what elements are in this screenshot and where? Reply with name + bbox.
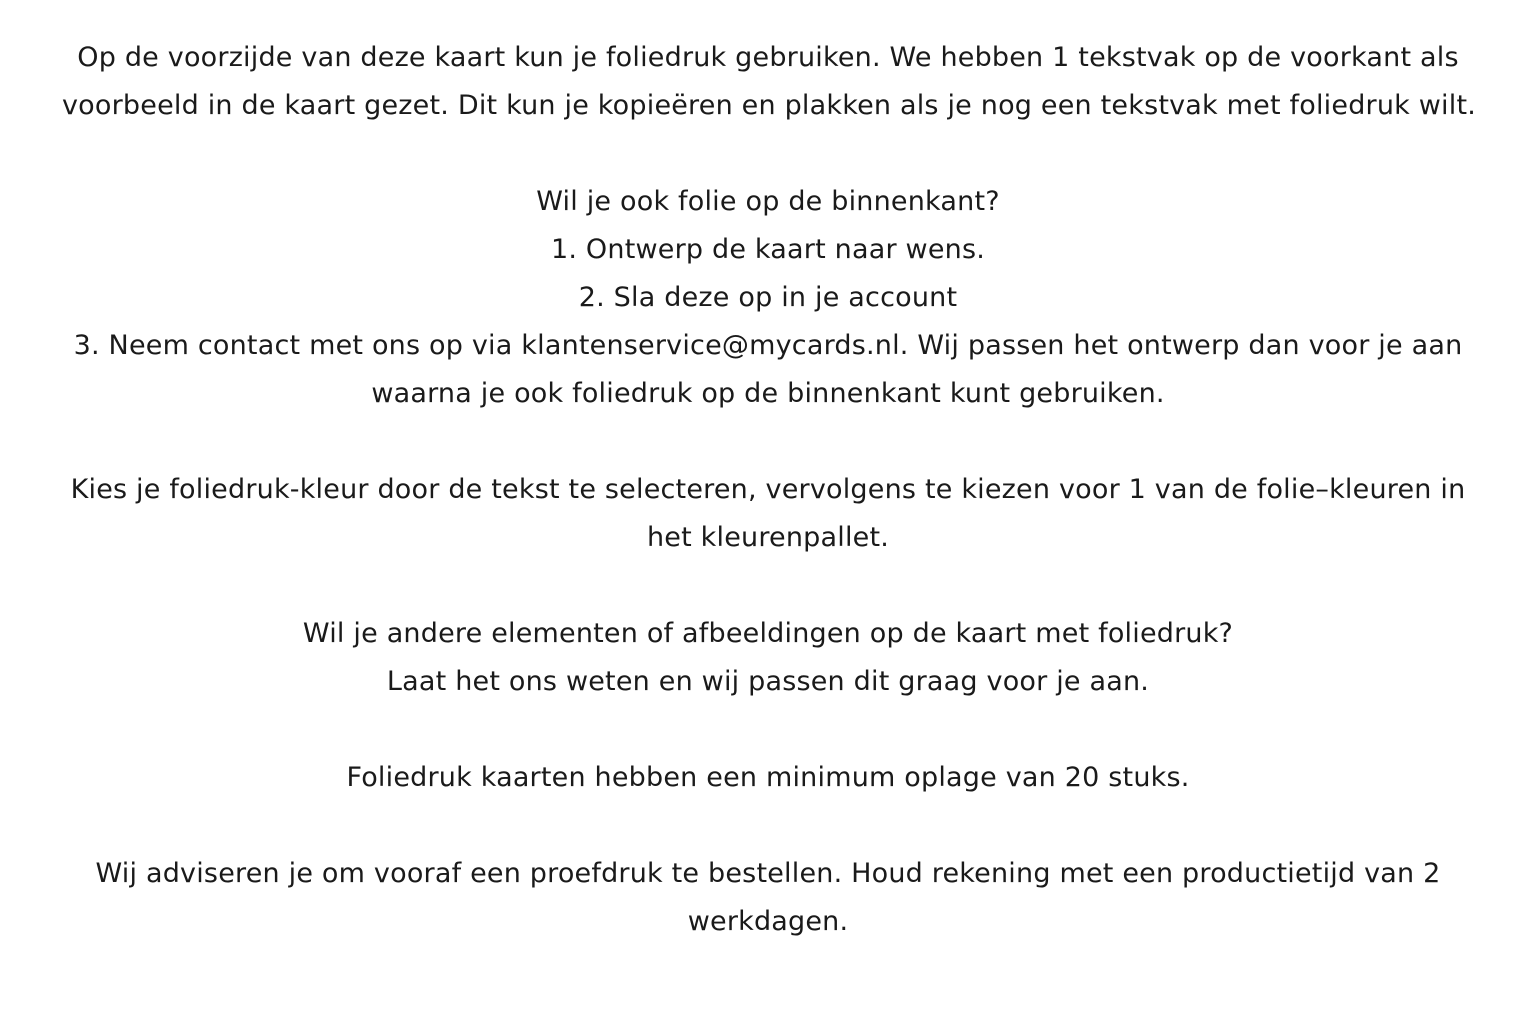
instructions-text-block — [62, 34, 1477, 946]
text-line: waarna je ook foliedruk op de binnenkant kunt gebruiken. — [371, 378, 1165, 409]
paragraph-proof-advice — [62, 850, 1474, 946]
text-line: Kies je foliedruk-kleur door de tekst te selecteren, vervolgens te kiezen voor 1 van de folie–kleuren in — [70, 474, 1466, 505]
text-line: 3. Neem contact met ons op via klantenservice@mycards.nl. Wij passen het ontwerp dan voor je aan — [73, 330, 1463, 361]
text-line: Laat het ons weten en wij passen dit graag voor je aan. — [386, 666, 1150, 697]
paragraph-foil-front-intro — [62, 34, 1477, 130]
text-line: het kleurenpallet. — [646, 522, 890, 553]
text-line: Wil je andere elementen of afbeeldingen op de kaart met foliedruk? — [302, 618, 1234, 649]
text-line: Wij adviseren je om vooraf een proefdruk te bestellen. Houd rekening met een productietijd van 2 — [95, 858, 1441, 889]
text-line: Wil je ook folie op de binnenkant? — [536, 186, 1000, 217]
text-line: 2. Sla deze op in je account — [578, 282, 958, 313]
text-line: werkdagen. — [687, 906, 849, 937]
text-line: Op de voorzijde van deze kaart kun je foliedruk gebruiken. We hebben 1 tekstvak op de voorkant als — [77, 42, 1459, 73]
text-line: Foliedruk kaarten hebben een minimum oplage van 20 stuks. — [346, 762, 1190, 793]
paragraph-foil-color-choice — [62, 466, 1474, 562]
paragraph-foil-inside-steps — [62, 178, 1474, 418]
text-line: 1. Ontwerp de kaart naar wens. — [550, 234, 985, 265]
paragraph-minimum-order — [62, 754, 1474, 802]
paragraph-other-elements — [62, 610, 1474, 706]
text-line: voorbeeld in de kaart gezet. Dit kun je kopieëren en plakken als je nog een tekstvak met foliedruk wilt. — [62, 90, 1477, 121]
